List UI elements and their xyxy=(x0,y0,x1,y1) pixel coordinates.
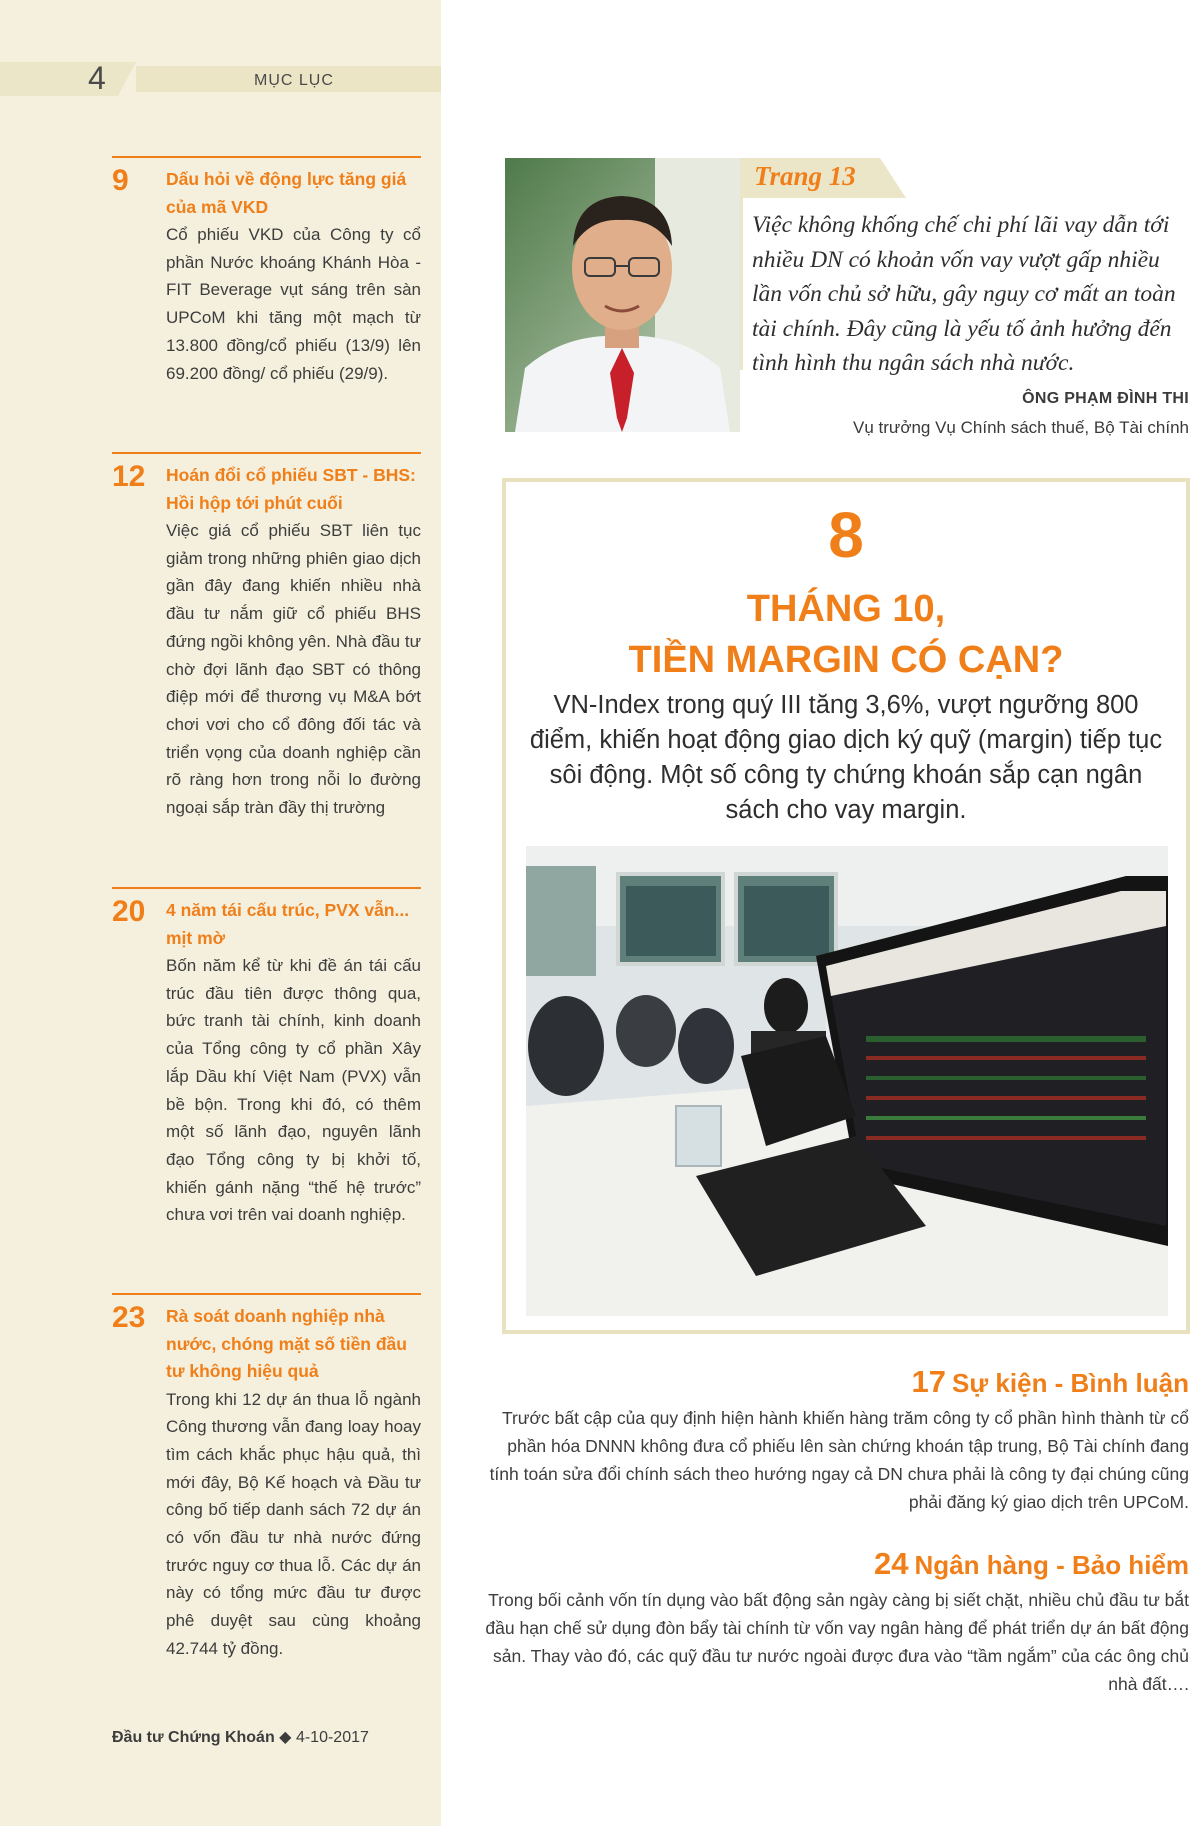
toc-item[interactable] xyxy=(112,887,421,1229)
toc-title[interactable]: 4 năm tái cấu trúc, PVX vẫn... mịt mờ xyxy=(166,900,410,948)
diamond-icon: ◆ xyxy=(279,1729,292,1746)
teaser-page-number: 24 xyxy=(874,1546,909,1581)
toc-page-number: 23 xyxy=(112,1301,146,1334)
section-label: MỤC LỤC xyxy=(254,72,334,89)
cover-story-title-line2: TIỀN MARGIN CÓ CẠN? xyxy=(628,639,1064,681)
teaser-title: Ngân hàng - Bảo hiểm xyxy=(914,1550,1189,1580)
cover-story-page-number: 8 xyxy=(828,499,864,571)
toc-page-number: 9 xyxy=(112,164,129,197)
teaser-heading[interactable] xyxy=(912,1364,1189,1400)
speaker-portrait xyxy=(505,158,740,432)
cover-story-title-line1: THÁNG 10, xyxy=(746,588,946,630)
toc-summary: Trong khi 12 dự án thua lỗ ngành Công thương vẫn đang loay hoay tìm cách khắc phục hậu quả, thì mới đây, Bộ Kế hoạch và Đầu tư công bố tiếp danh sách 72 dự án có vốn đầu tư nhà nước đứng trước nguy cơ thua lỗ. Các dự án này có tổng mức đầu tư được phê duyệt sau cùng khoảng 42.744 tỷ đồng. xyxy=(166,1389,421,1658)
trading-room-photo xyxy=(526,846,1168,1316)
teaser-page-number: 17 xyxy=(911,1364,947,1399)
toc-item[interactable] xyxy=(112,1293,421,1663)
footer xyxy=(112,1727,369,1747)
toc-summary: Bốn năm kể từ khi đề án tái cấu trúc đầu tiên được thông qua, bức tranh tài chính, kinh doanh của Tổng công ty cổ phần Xây lắp Dầu khí Việt Nam (PVX) vẫn bề bộn. Trong khi đó, có thêm một số lãnh đạo, nguyên lãnh đạo Tổng công ty bị khởi tố, khiến gánh nặng “thế hệ trước” chưa vơi trên vai doanh nghiệp. xyxy=(166,956,421,1225)
page-header-tab xyxy=(0,62,441,96)
toc-item[interactable] xyxy=(112,452,421,822)
toc-title[interactable]: Dấu hỏi về động lực tăng giá của mã VKD xyxy=(166,169,407,217)
quote-page-label: Trang 13 xyxy=(754,161,856,191)
quote-page-tab[interactable] xyxy=(740,158,906,198)
teaser-title: Sự kiện - Bình luận xyxy=(952,1368,1189,1398)
quote-divider xyxy=(740,198,743,370)
cover-story-box[interactable] xyxy=(502,478,1190,1334)
cover-story-lead: VN-Index trong quý III tăng 3,6%, vượt ngưỡng 800 điểm, khiến hoạt động giao dịch ký quỹ (margin) tiếp tục sôi động. Một số công ty chứng khoán sắp cạn ngân sách cho vay margin. xyxy=(529,691,1163,824)
teaser-summary: Trước bất cập của quy định hiện hành khiến hàng trăm công ty cổ phần hình thành từ cổ phần hóa DNNN không đưa cổ phiếu lên sàn chứng khoán tập trung, Bộ Tài chính đang tính toán sửa đổi chính sách theo hướng ngay cả DN chưa phải là công ty đại chúng cũng phải đăng ký giao dịch trên UPCoM. xyxy=(489,1408,1189,1512)
toc-sidebar xyxy=(0,0,441,1826)
toc-title[interactable]: Rà soát doanh nghiệp nhà nước, chóng mặt số tiền đầu tư không hiệu quả xyxy=(166,1306,407,1381)
toc-summary: Việc giá cổ phiếu SBT liên tục giảm trong những phiên giao dịch gần đây đang khiến nhiều nhà đầu tư nắm giữ cổ phiếu BHS đứng ngồi không yên. Nhà đầu tư chờ đợi lãnh đạo SBT có thông điệp mới để thương vụ M&A bớt chơi vơi cho cổ đông đối tác và triển vọng của doanh nghiệp cần rõ ràng hơn trong nỗi lo đường ngoại sắp tràn đầy thị trường xyxy=(166,521,421,818)
teaser-heading[interactable] xyxy=(874,1546,1189,1582)
page-number: 4 xyxy=(88,60,106,96)
speaker-name: ÔNG PHẠM ĐÌNH THI xyxy=(1022,390,1189,407)
teaser-summary: Trong bối cảnh vốn tín dụng vào bất động sản ngày càng bị siết chặt, nhiều chủ đầu tư bắt đầu hạn chế sử dụng đòn bẩy tài chính từ vốn vay ngân hàng để phát triển dự án bất động sản. Thay vào đó, các quỹ đầu tư nước ngoài được đưa vào “tầm ngắm” của các ông chủ nhà đất…. xyxy=(485,1590,1189,1694)
toc-summary: Cổ phiếu VKD của Công ty cổ phần Nước khoáng Khánh Hòa - FIT Beverage vụt sáng trên sàn UPCoM khi tăng một mạch từ 13.800 đồng/cổ phiếu (13/9) lên 69.200 đồng/ cổ phiếu (29/9). xyxy=(166,225,421,383)
pull-quote: Việc không khống chế chi phí lãi vay dẫn tới nhiều DN có khoản vốn vay vượt gấp nhiều lần vốn chủ sở hữu, gây nguy cơ mất an toàn tài chính. Đây cũng là yếu tố ảnh hưởng đến tình hình thu ngân sách nhà nước. xyxy=(752,212,1176,376)
speaker-role: Vụ trưởng Vụ Chính sách thuế, Bộ Tài chính xyxy=(853,418,1189,437)
toc-page-number: 12 xyxy=(112,460,146,493)
toc-title[interactable]: Hoán đổi cổ phiếu SBT - BHS: Hồi hộp tới phút cuối xyxy=(166,465,416,513)
toc-item[interactable] xyxy=(112,156,421,387)
issue-date: 4-10-2017 xyxy=(295,1729,369,1746)
toc-page-number: 20 xyxy=(112,895,146,928)
publication-name: Đầu tư Chứng Khoán xyxy=(112,1729,275,1746)
cover-story-title[interactable] xyxy=(506,584,1186,686)
